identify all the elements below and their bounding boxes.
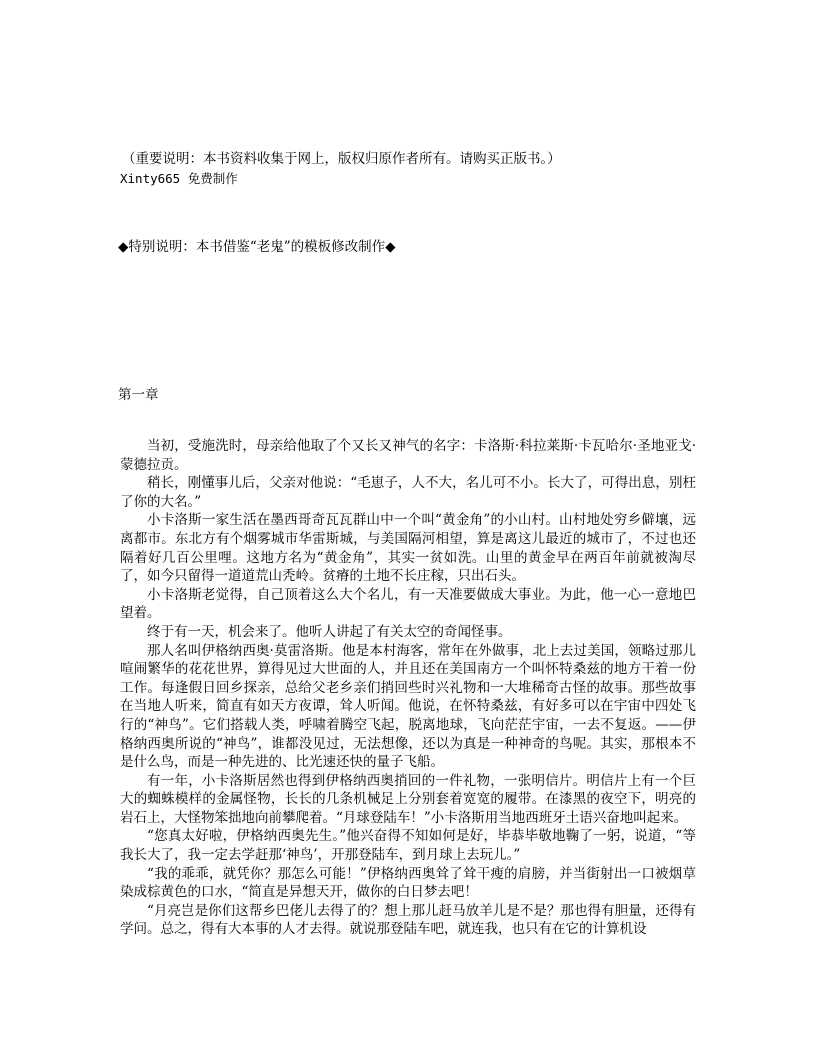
paragraph: 小卡洛斯一家生活在墨西哥奇瓦瓦群山中一个叫“黄金角”的小山村。山村地处穷乡僻壤，远离都市。东北方有个烟雾城市华雷斯城，与美国隔河相望，算是离这儿最近的城市了，不过也还隔着好几百公里哩。这地方名为“黄金角”，其实一贫如洗。山里的黄金早在两百年前就被淘尽了，如今只留得一道道荒山秃岭。贫瘠的土地不长庄稼，只出石头。 (120, 512, 696, 585)
copyright-notice: （重要说明：本书资料收集于网上，版权归原作者所有。请购买正版书。） (122, 151, 561, 167)
paragraph: 小卡洛斯老觉得，自己顶着这么大个名儿，有一天准要做成大事业。为此，他一心一意地巴望着。 (120, 586, 696, 622)
paragraph: 当初，受施洗时，母亲给他取了个又长又神气的名字：卡洛斯·科拉莱斯·卡瓦哈尔·圣地亚戈·蒙德拉贡。 (120, 438, 696, 473)
paragraph: 那人名叫伊格纳西奥·莫雷洛斯。他是本村海客，常年在外做事，北上去过美国，领略过那儿喧闹繁华的花花世界，算得见过大世面的人，并且还在美国南方一个叫怀特桑兹的地方干着一份工作。每逢假日回乡探亲，总给父老乡亲们捎回些时兴礼物和一大堆稀奇古怪的故事。那些故事在当地人听来，简直有如天方夜谭，耸人听闻。他说，在怀特桑兹，有好多可以在宇宙中四处飞行的“神鸟”。它们搭载人类，呼啸着腾空飞起，脱离地球，飞向茫茫宇宙，一去不复返。——伊格纳西奥所说的“神鸟”，谁都没见过，无法想像，还以为真是一种神奇的鸟呢。其实，那根本不是什么鸟，而是一种先进的、比光速还快的量子飞船。 (120, 642, 696, 771)
paragraph: “您真太好啦，伊格纳西奥先生。”他兴奋得不知如何是好，毕恭毕敬地鞠了一躬，说道，“等我长大了，我一定去学赶那‘神鸟’，开那登陆车，到月球上去玩儿。” (120, 828, 696, 864)
chapter-title: 第一章 (118, 387, 159, 403)
paragraph: 有一年，小卡洛斯居然也得到伊格纳西奥捎回的一件礼物，一张明信片。明信片上有一个巨大的蜘蛛模样的金属怪物，长长的几条机械足上分别套着宽宽的履带。在漆黑的夜空下，明亮的岩石上，大怪物笨拙地向前攀爬着。“月球登陆车！”小卡洛斯用当地西班牙土语兴奋地叫起来。 (120, 772, 696, 826)
paragraph: “月亮岂是你们这帮乡巴佬儿去得了的？想上那儿赶马放羊儿是不是？那也得有胆量，还得有学问。总之，得有大本事的人才去得。就说那登陆车吧，就连我，也只有在它的计算机设 (120, 902, 696, 938)
paragraph: “我的乖乖，就凭你？那怎么可能！”伊格纳西奥耸了耸干瘦的肩膀，并当街射出一口被烟草染成棕黄色的口水，“简直是异想天开，做你的白日梦去吧！ (120, 865, 696, 901)
paragraph: 终于有一天，机会来了。他听人讲起了有关太空的奇闻怪事。 (147, 623, 512, 640)
paragraph: 稍长，刚懂事儿后，父亲对他说：“毛崽子，人不大，名儿可不小。长大了，可得出息，别枉了你的大名。” (120, 475, 696, 510)
maker-credit: Xinty665 免费制作 (120, 171, 238, 186)
chapter-body (120, 437, 696, 939)
special-note: ◆特别说明：本书借鉴“老鬼”的模板修改制作◆ (118, 239, 396, 255)
